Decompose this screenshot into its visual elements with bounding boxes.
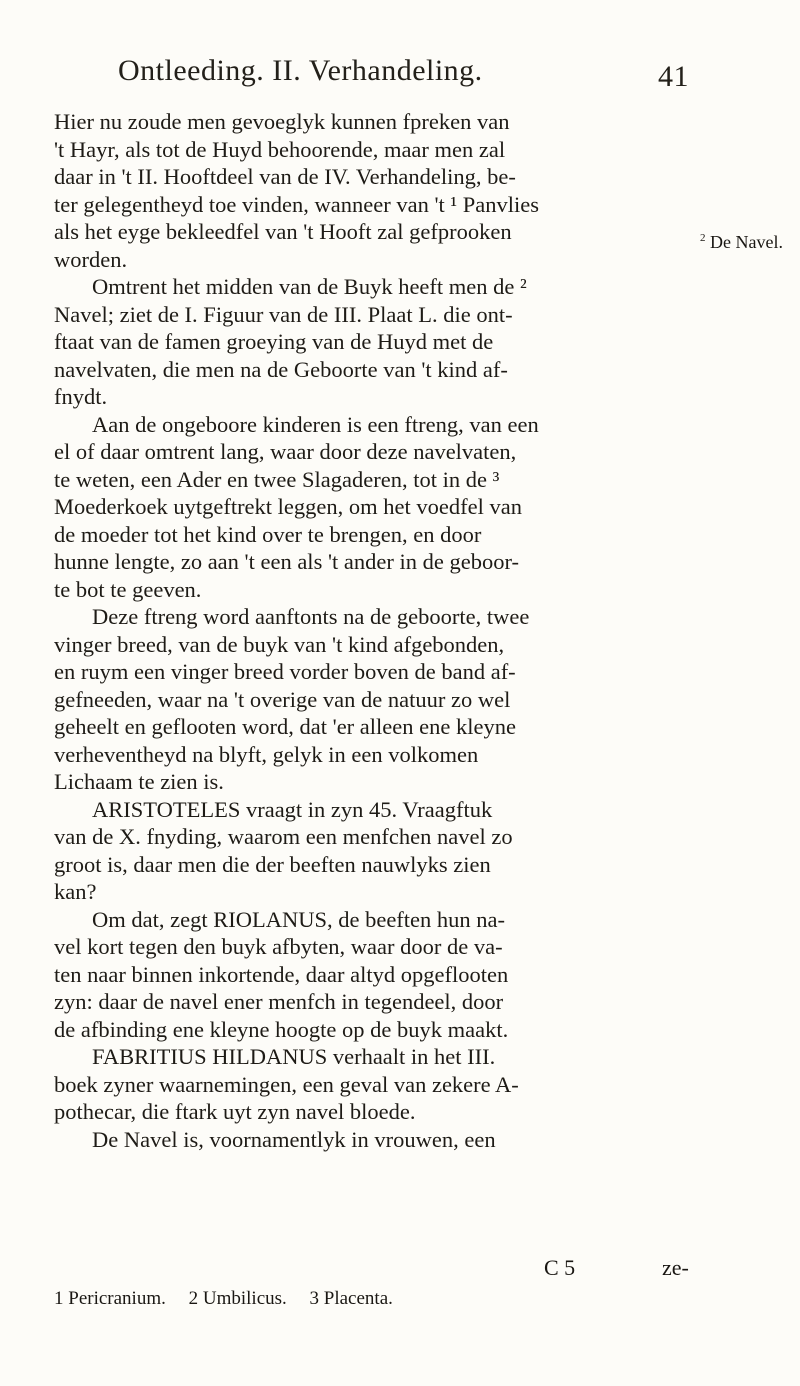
text-line: Omtrent het midden van de Buyk heeft men de ² (92, 274, 527, 299)
text-line: FABRITIUS HILDANUS verhaalt in het III. (92, 1044, 496, 1069)
paragraph (54, 1043, 694, 1126)
text-line: Deze ftreng word aanftonts na de geboorte, twee (92, 604, 530, 629)
text-line: vel kort tegen den buyk afbyten, waar door de va- (54, 934, 503, 959)
footnotes (54, 1288, 411, 1310)
text-line: ter gelegentheyd toe vinden, wanneer van 't ¹ Panvlies (54, 191, 540, 217)
margin-note (700, 232, 783, 253)
text-line: hunne lengte, zo aan 't een als 't ander in de geboor- (54, 549, 519, 574)
footnote: 3 Placenta. (309, 1288, 393, 1309)
footnote: 1 Pericranium. (54, 1288, 166, 1309)
text-line: te weten, een Ader en twee Slagaderen, tot in de ³ (54, 466, 500, 492)
text-line: als het eyge bekleedfel van 't Hooft zal gefprooken (54, 219, 512, 244)
text-line: el of daar omtrent lang, waar door deze navelvaten, (54, 439, 517, 464)
text-line: Lichaam te zien is. (54, 769, 224, 794)
signature-mark: C 5 (544, 1255, 576, 1280)
text-line: Aan de ongeboore kinderen is een ftreng, van een (92, 411, 539, 437)
margin-note-text: De Navel. (710, 232, 783, 252)
paragraph (54, 906, 694, 1044)
catch-row (54, 1255, 694, 1283)
text-line: de moeder tot het kind over te brengen, en door (54, 521, 482, 547)
text-line: ten naar binnen inkortende, daar altyd opgeflooten (54, 961, 509, 987)
text-line: vinger breed, van de buyk van 't kind afgebonden, (54, 631, 505, 657)
text-line: pothecar, die ftark uyt zyn navel bloede. (54, 1099, 416, 1124)
text-line: en ruym een vinger breed vorder boven de band af- (54, 659, 516, 684)
paragraph (54, 273, 694, 411)
page-number: 41 (658, 60, 689, 93)
text-line: groot is, daar men die der beeften nauwlyks zien (54, 851, 491, 877)
paragraph (54, 603, 694, 796)
running-title: Ontleeding. II. Verhandeling. (118, 54, 483, 87)
text-line: Navel; ziet de I. Figuur van de III. Plaat L. die ont- (54, 301, 513, 327)
text-line: ftaat van de famen groeying van de Huyd met de (54, 329, 494, 354)
text-line: zyn: daar de navel ener menfch in tegendeel, door (54, 989, 504, 1014)
paragraph (54, 411, 694, 604)
body-text (54, 108, 694, 1153)
text-line: Hier nu zoude men gevoeglyk kunnen fpreken van (54, 109, 510, 134)
text-line: navelvaten, die men na de Geboorte van 't kind af- (54, 356, 508, 382)
text-line: kan? (54, 879, 97, 904)
text-line: te bot te geeven. (54, 576, 202, 602)
text-line: ARISTOTELES vraagt in zyn 45. Vraagftuk (92, 796, 493, 822)
text-line: de afbinding ene kleyne hoogte op de buyk maakt. (54, 1016, 509, 1042)
text-line: verheventheyd na blyft, gelyk in een volkomen (54, 741, 479, 767)
text-line: boek zyner waarnemingen, een geval van zekere A- (54, 1071, 519, 1097)
text-line: 't Hayr, als tot de Huyd behoorende, maar men zal (54, 136, 506, 162)
running-header (118, 54, 689, 93)
text-line: fnydt. (54, 384, 108, 409)
catchword: ze- (662, 1255, 689, 1280)
text-line: worden. (54, 246, 128, 272)
text-line: van de X. fnyding, waarom een menfchen navel zo (54, 824, 513, 849)
paragraph (54, 796, 694, 906)
paragraph (54, 108, 694, 273)
text-line: De Navel is, voornamentlyk in vrouwen, een (92, 1126, 496, 1152)
text-line: Moederkoek uytgeftrekt leggen, om het voedfel van (54, 494, 522, 519)
paragraph (54, 1126, 694, 1154)
text-line: daar in 't II. Hooftdeel van de IV. Verhandeling, be- (54, 164, 516, 189)
margin-note-marker: 2 (700, 232, 706, 244)
text-line: gefneeden, waar na 't overige van de natuur zo wel (54, 686, 511, 712)
text-line: geheelt en geflooten word, dat 'er alleen ene kleyne (54, 714, 516, 739)
footnote: 2 Umbilicus. (188, 1288, 287, 1309)
text-line: Om dat, zegt RIOLANUS, de beeften hun na- (92, 906, 506, 932)
